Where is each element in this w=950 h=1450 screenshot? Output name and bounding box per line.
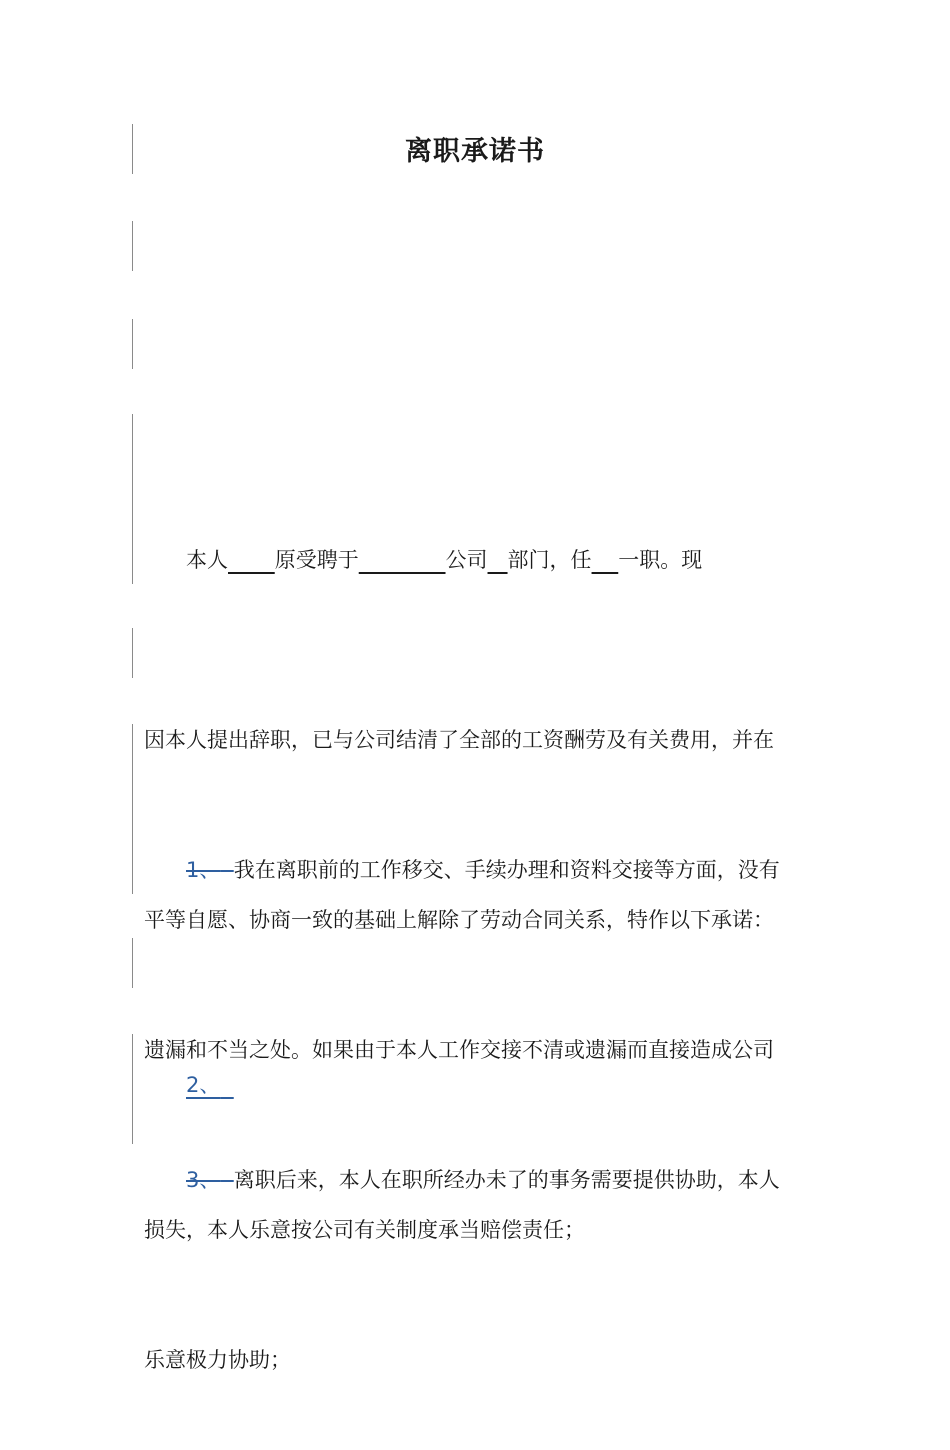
department-blank[interactable]	[488, 548, 508, 572]
item-3-line-1: 3、 离职后来，本人在职所经办未了的事务需要提供协助，本人	[186, 1168, 780, 1192]
change-bar	[132, 628, 133, 678]
item-2-number: 2、	[186, 1073, 221, 1097]
intro-line-1: 本人 原受聘于 公司 部门，任 一职。现	[186, 548, 703, 572]
item-3-number: 3、	[186, 1168, 221, 1192]
change-bar	[132, 724, 133, 894]
name-blank[interactable]	[228, 548, 275, 572]
change-bar	[132, 221, 133, 271]
item-3-line-2: 乐意极力协助；	[144, 1348, 291, 1372]
item-1-line-3: 损失，本人乐意按公司有关制度承当赔偿责任；	[144, 1218, 585, 1242]
change-bar	[132, 1034, 133, 1144]
change-bar	[132, 319, 133, 369]
item-1-line-2: 遗漏和不当之处。如果由于本人工作交接不清或遗漏而直接造成公司	[144, 1038, 774, 1062]
intro-line-2: 因本人提出辞职，已与公司结清了全部的工资酬劳及有关费用，并在	[144, 728, 774, 752]
item-1-number: 1、	[186, 858, 221, 882]
document-title: 离职承诺书	[405, 136, 545, 167]
list-item	[144, 1030, 824, 1450]
company-blank[interactable]	[359, 548, 446, 572]
position-blank[interactable]	[592, 548, 619, 572]
intro-line-3: 平等自愿、协商一致的基础上解除了劳动合同关系，特作以下承诺：	[144, 908, 774, 932]
change-bar	[132, 938, 133, 988]
change-bar	[132, 414, 133, 584]
item-1-line-1: 1、 我在离职前的工作移交、手续办理和资料交接等方面，没有	[186, 858, 780, 882]
